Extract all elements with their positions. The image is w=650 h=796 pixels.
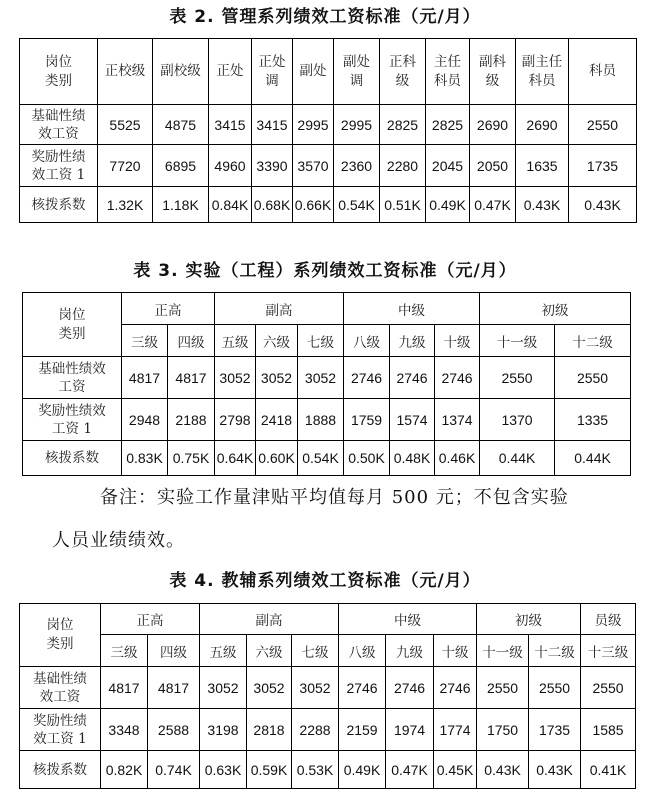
table4-cell: 3052	[292, 667, 339, 709]
table4-cell: 1750	[477, 709, 529, 751]
table2-cell: 2825	[426, 105, 470, 145]
table2-cell: 6895	[153, 145, 209, 187]
table2-cell: 2995	[334, 105, 380, 145]
table4-sub-header: 十一级	[477, 635, 529, 667]
table3-cell: 4817	[122, 357, 168, 399]
table3-row	[23, 357, 631, 399]
table2-header-cell: 副主任 科员	[516, 39, 569, 105]
table2-cell: 2690	[516, 105, 569, 145]
table2-header-cell: 副校级	[153, 39, 209, 105]
table2-row	[20, 145, 637, 187]
table3-cell: 2798	[215, 399, 256, 441]
table2-cell: 2280	[380, 145, 426, 187]
table4-sub-header: 三级	[101, 635, 148, 667]
table4-cell: 0.63K	[200, 751, 247, 789]
table3-cell: 0.46K	[435, 441, 480, 476]
table2-cell: 0.47K	[470, 187, 516, 223]
table3-title: 表 3. 实验（工程）系列绩效工资标准（元/月）	[133, 261, 517, 281]
table4-cell: 1735	[529, 709, 581, 751]
table3-cell: 0.75K	[168, 441, 215, 476]
table2-cell: 2690	[470, 105, 516, 145]
table3-cell: 1370	[480, 399, 555, 441]
table4-cell: 3198	[200, 709, 247, 751]
table2-cell: 0.66K	[293, 187, 334, 223]
table2-cell: 1635	[516, 145, 569, 187]
table4-cell: 3052	[247, 667, 292, 709]
table4-cell: 0.41K	[581, 751, 636, 789]
table4-group-header: 初级	[477, 604, 581, 635]
table4	[19, 603, 636, 789]
table2-cell: 3570	[293, 145, 334, 187]
table4-group-header: 副高	[200, 604, 339, 635]
table4-group-header: 正高	[101, 604, 200, 635]
table2	[19, 38, 637, 223]
table4-sub-header: 九级	[386, 635, 434, 667]
table4-cell: 3348	[101, 709, 148, 751]
table3-cell: 2746	[390, 357, 435, 399]
table3-cell: 4817	[168, 357, 215, 399]
table2-cell: 0.54K	[334, 187, 380, 223]
table4-cell: 2159	[339, 709, 386, 751]
table2-cell: 2550	[569, 105, 637, 145]
table4-cell: 2288	[292, 709, 339, 751]
table3-sub-header: 九级	[390, 325, 435, 357]
table2-header-row	[20, 39, 637, 105]
table4-cell: 0.74K	[148, 751, 200, 789]
table4-cell: 2746	[386, 667, 434, 709]
table2-header-cell: 主任 科员	[426, 39, 470, 105]
table3-cell: 3052	[298, 357, 344, 399]
table4-sub-row	[20, 635, 636, 667]
table2-cell: 0.49K	[426, 187, 470, 223]
table4-cell: 2818	[247, 709, 292, 751]
table2-row-label: 奖励性绩 效工资 1	[20, 145, 98, 187]
table4-cell: 0.82K	[101, 751, 148, 789]
table2-cell: 5525	[98, 105, 153, 145]
table2-header-cell: 副处	[293, 39, 334, 105]
table4-sub-header: 四级	[148, 635, 200, 667]
table2-cell: 3415	[209, 105, 252, 145]
table3-sub-header: 十一级	[480, 325, 555, 357]
table3-row-label: 奖励性绩效 工资 1	[23, 399, 122, 441]
table3-cell: 1374	[435, 399, 480, 441]
table4-group-row	[20, 604, 636, 635]
table3-corner: 岗位 类别	[23, 293, 122, 357]
table3-cell: 3052	[215, 357, 256, 399]
table4-sub-header: 十三级	[581, 635, 636, 667]
table3-cell: 2948	[122, 399, 168, 441]
table3-cell: 0.64K	[215, 441, 256, 476]
table3-cell: 3052	[256, 357, 298, 399]
table3-cell: 1335	[555, 399, 631, 441]
table2-row	[20, 105, 637, 145]
table2-cell: 2045	[426, 145, 470, 187]
table2-row	[20, 187, 637, 223]
table2-cell: 0.43K	[569, 187, 637, 223]
table2-cell: 1.32K	[98, 187, 153, 223]
table4-row	[20, 667, 636, 709]
table3-cell: 0.54K	[298, 441, 344, 476]
table3-row-label: 核拨系数	[23, 441, 122, 476]
table2-row-label: 基础性绩 效工资	[20, 105, 98, 145]
table3-cell: 0.44K	[480, 441, 555, 476]
table4-cell: 3052	[200, 667, 247, 709]
table4-cell: 2746	[339, 667, 386, 709]
table4-cell: 4817	[148, 667, 200, 709]
table2-cell: 0.68K	[252, 187, 293, 223]
table4-cell: 2746	[434, 667, 477, 709]
table2-cell: 0.43K	[516, 187, 569, 223]
table3-group-header: 初级	[480, 293, 631, 325]
table4-row-label: 奖励性绩 效工资 1	[20, 709, 101, 751]
table3-cell: 2550	[555, 357, 631, 399]
table4-sub-header: 十级	[434, 635, 477, 667]
table4-cell: 2550	[581, 667, 636, 709]
table4-cell: 0.45K	[434, 751, 477, 789]
table4-cell: 2550	[529, 667, 581, 709]
table2-header-cell: 科员	[569, 39, 637, 105]
table4-sub-header: 七级	[292, 635, 339, 667]
table2-cell: 1.18K	[153, 187, 209, 223]
table3-cell: 0.83K	[122, 441, 168, 476]
table2-title: 表 2. 管理系列绩效工资标准（元/月）	[169, 7, 481, 27]
footnote-line-2: 人员业绩绩效。	[52, 530, 185, 551]
table4-group-header: 中级	[339, 604, 477, 635]
table2-corner: 岗位 类别	[20, 39, 98, 105]
table3-cell: 1574	[390, 399, 435, 441]
table4-cell: 0.47K	[386, 751, 434, 789]
table2-cell: 0.51K	[380, 187, 426, 223]
table4-row-label: 基础性绩 效工资	[20, 667, 101, 709]
table4-cell: 1774	[434, 709, 477, 751]
table2-cell: 2360	[334, 145, 380, 187]
table3-cell: 1759	[344, 399, 390, 441]
table4-cell: 0.59K	[247, 751, 292, 789]
table3-cell: 2746	[344, 357, 390, 399]
table4-cell: 2550	[477, 667, 529, 709]
table2-cell: 3390	[252, 145, 293, 187]
table3-row	[23, 399, 631, 441]
table3-cell: 0.50K	[344, 441, 390, 476]
table4-cell: 0.49K	[339, 751, 386, 789]
table2-cell: 0.84K	[209, 187, 252, 223]
table3-cell: 2418	[256, 399, 298, 441]
table4-sub-header: 六级	[247, 635, 292, 667]
table3-sub-header: 八级	[344, 325, 390, 357]
table3-cell: 2746	[435, 357, 480, 399]
table4-row-label: 核拨系数	[20, 751, 101, 789]
table4-cell: 1585	[581, 709, 636, 751]
table3-group-header: 副高	[215, 293, 344, 325]
table4-sub-header: 八级	[339, 635, 386, 667]
table3-group-row	[23, 293, 631, 325]
table2-header-cell: 副科 级	[470, 39, 516, 105]
table3-cell: 0.44K	[555, 441, 631, 476]
table2-cell: 2825	[380, 105, 426, 145]
table3-group-header: 正高	[122, 293, 215, 325]
table2-cell: 4960	[209, 145, 252, 187]
table3-sub-header: 六级	[256, 325, 298, 357]
table3-sub-header: 五级	[215, 325, 256, 357]
table2-cell: 2995	[293, 105, 334, 145]
table4-corner: 岗位 类别	[20, 604, 101, 667]
table2-header-cell: 副处 调	[334, 39, 380, 105]
table3-cell: 2188	[168, 399, 215, 441]
table3-row	[23, 441, 631, 476]
table2-cell: 3415	[252, 105, 293, 145]
table3-sub-header: 四级	[168, 325, 215, 357]
table4-title: 表 4. 教辅系列绩效工资标准（元/月）	[169, 571, 481, 591]
table3-sub-header: 七级	[298, 325, 344, 357]
table3-sub-header: 三级	[122, 325, 168, 357]
table3-cell: 2550	[480, 357, 555, 399]
table4-cell: 4817	[101, 667, 148, 709]
table3-sub-header: 十二级	[555, 325, 631, 357]
table3-row-label: 基础性绩效 工资	[23, 357, 122, 399]
table2-cell: 4875	[153, 105, 209, 145]
table2-cell: 7720	[98, 145, 153, 187]
table4-cell: 0.43K	[529, 751, 581, 789]
table4-cell: 2588	[148, 709, 200, 751]
table2-header-cell: 正科 级	[380, 39, 426, 105]
table4-sub-header: 五级	[200, 635, 247, 667]
table2-header-cell: 正处 调	[252, 39, 293, 105]
table2-row-label: 核拨系数	[20, 187, 98, 223]
table4-sub-header: 十二级	[529, 635, 581, 667]
table2-header-cell: 正处	[209, 39, 252, 105]
footnote-line-1: 备注：实验工作量津贴平均值每月 500 元；不包含实验	[100, 487, 569, 508]
table4-cell: 0.43K	[477, 751, 529, 789]
table4-cell: 0.53K	[292, 751, 339, 789]
table3	[22, 292, 631, 476]
table4-row	[20, 751, 636, 789]
table2-cell: 2050	[470, 145, 516, 187]
table4-row	[20, 709, 636, 751]
table3-cell: 0.60K	[256, 441, 298, 476]
table3-cell: 0.48K	[390, 441, 435, 476]
table4-group-header: 员级	[581, 604, 636, 635]
table3-group-header: 中级	[344, 293, 480, 325]
table3-cell: 1888	[298, 399, 344, 441]
table2-cell: 1735	[569, 145, 637, 187]
table3-sub-header: 十级	[435, 325, 480, 357]
table2-header-cell: 正校级	[98, 39, 153, 105]
table4-cell: 1974	[386, 709, 434, 751]
